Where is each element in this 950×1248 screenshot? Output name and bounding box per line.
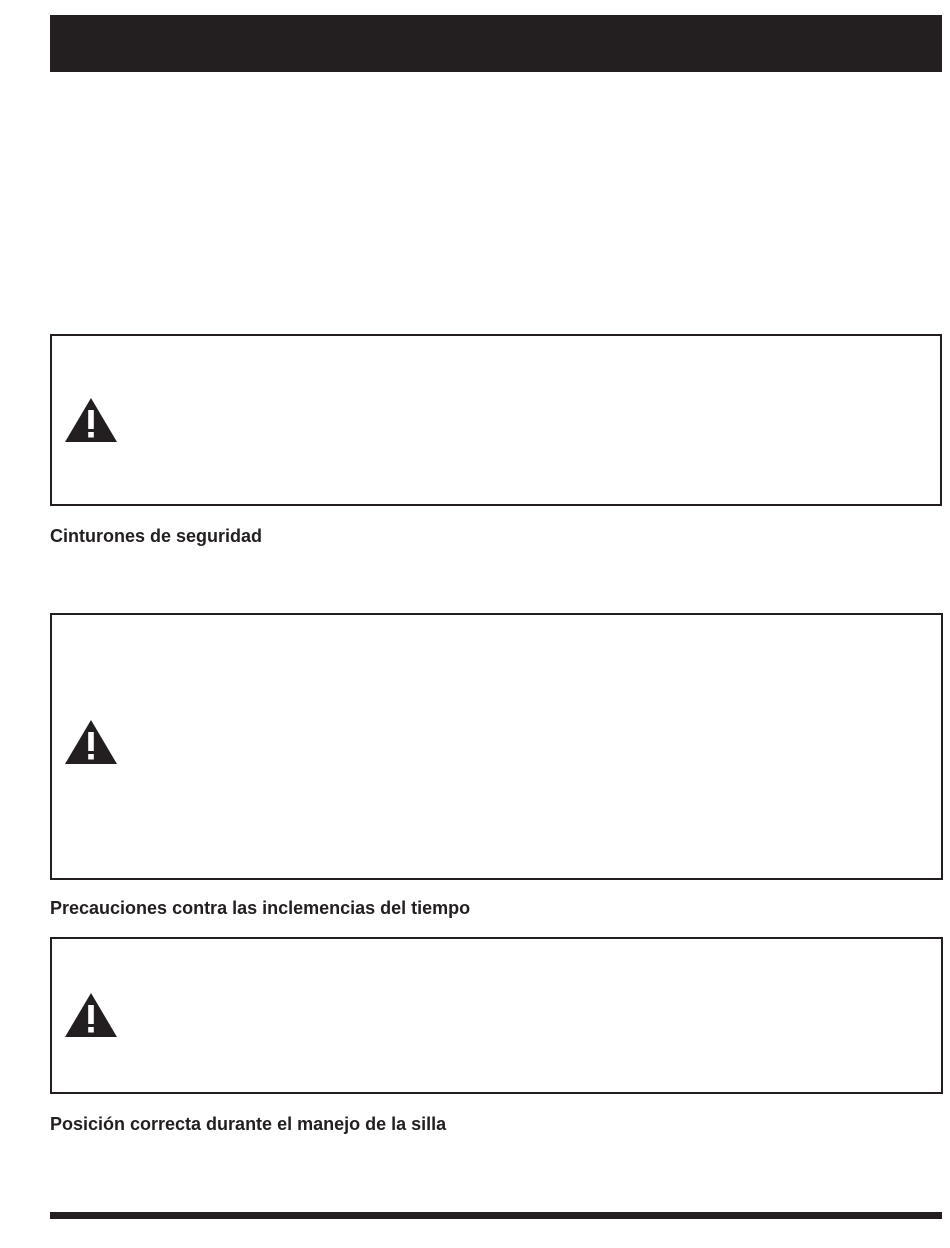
warning-box-1 [50, 334, 942, 506]
warning-box-2 [50, 613, 943, 880]
warning-triangle-icon [64, 397, 118, 443]
section-heading-posture: Posición correcta durante el manejo de la silla [50, 1114, 447, 1134]
section-heading-weather: Precauciones contra las inclemencias del tiempo [50, 898, 471, 918]
warning-triangle-icon [64, 719, 118, 765]
page-header-bar [50, 15, 942, 72]
section-heading-seat-belts: Cinturones de seguridad [50, 526, 263, 546]
footer-rule [50, 1212, 942, 1219]
warning-box-3 [50, 937, 943, 1094]
warning-triangle-icon [64, 992, 118, 1038]
